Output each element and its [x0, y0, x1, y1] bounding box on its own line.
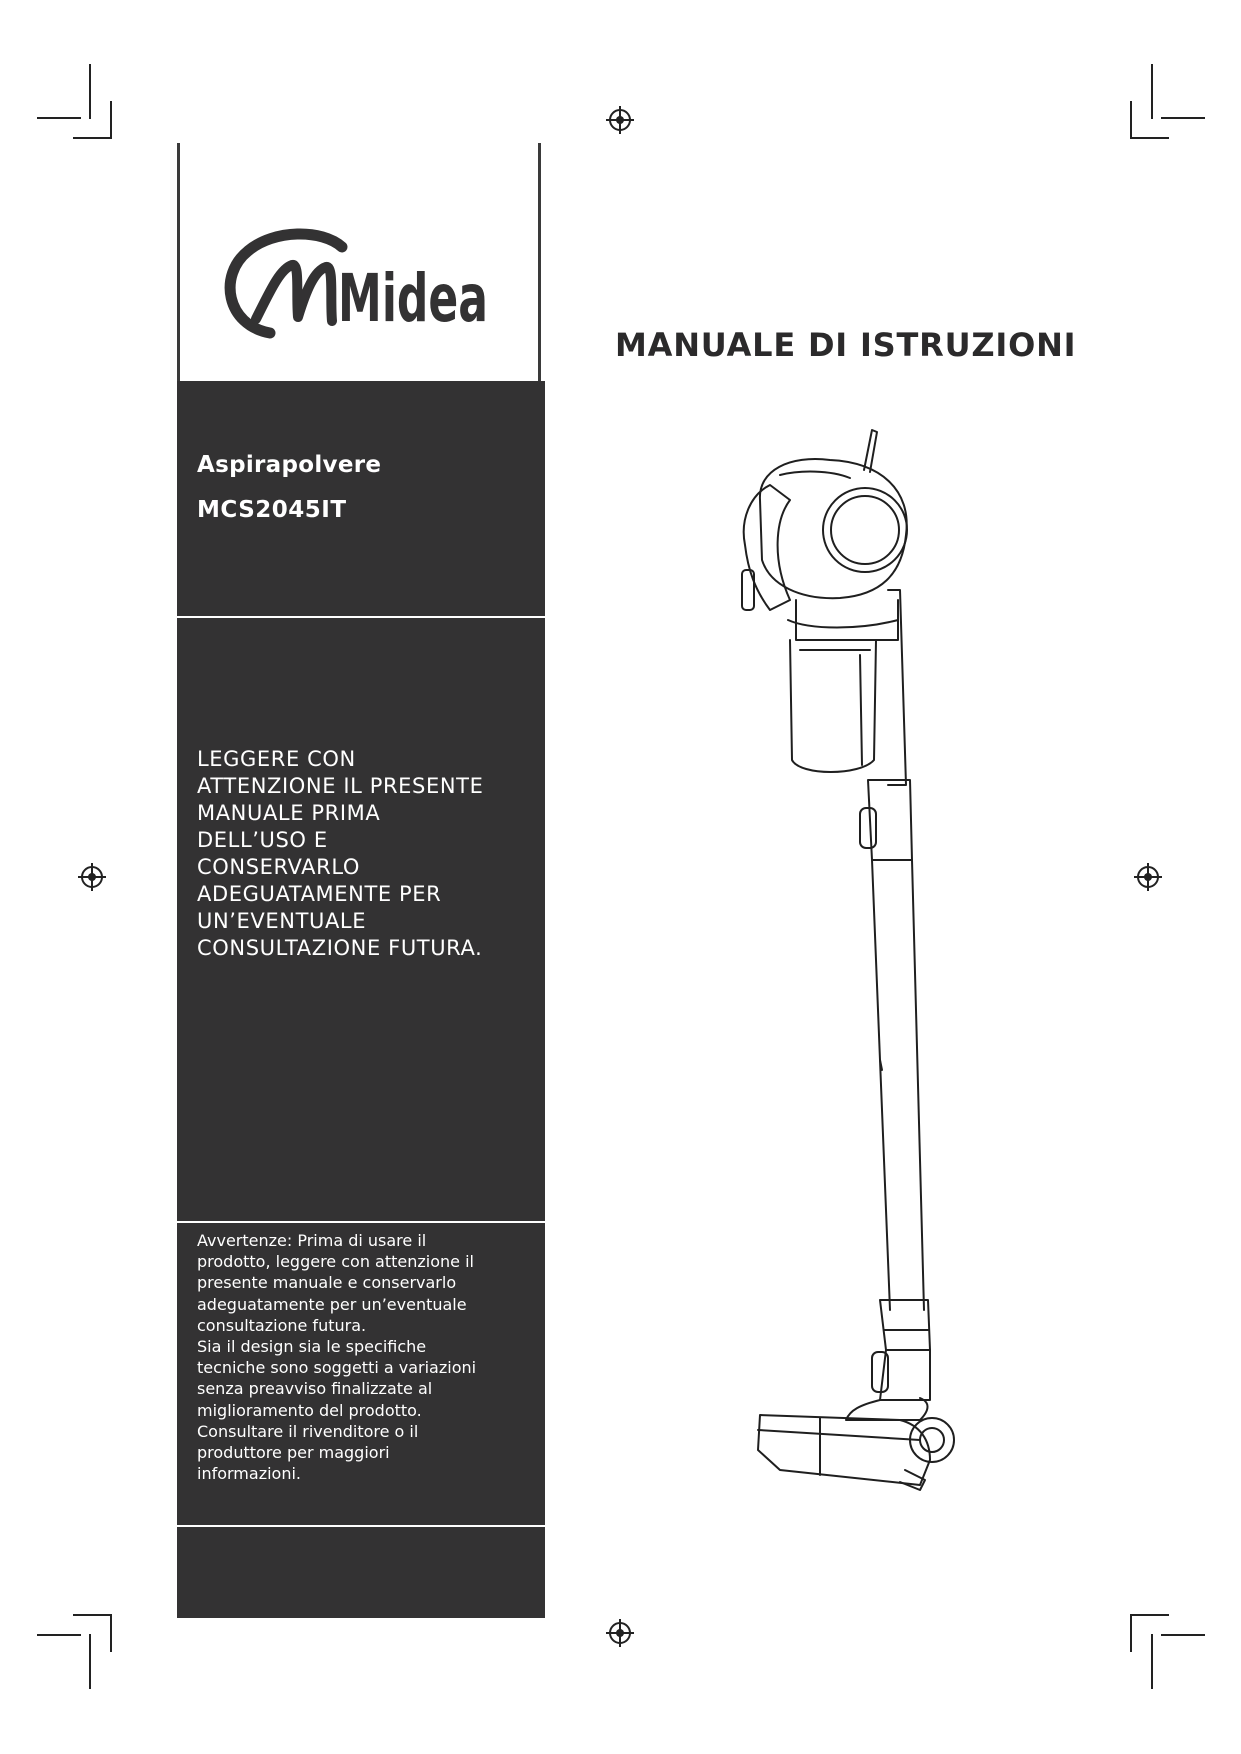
read-notice: LEGGERE CON ATTENZIONE IL PRESENTE MANUALE PRIMA DELL’USO E CONSERVARLO ADEGUATAMENTE PER UN’EVENTUALE CONSULTAZIONE FUTURA. [197, 747, 484, 960]
registration-mark-icon [604, 104, 636, 136]
product-model: MCS2045IT [197, 497, 347, 523]
registration-mark-icon [1132, 861, 1164, 893]
warning-text: Avvertenze: Prima di usare il prodotto, leggere con attenzione il presente manuale e conservarlo adeguatamente per un’eventuale consultazione futura. Sia il design sia le specifiche tecniche sono soggetti a variazioni senza preavviso finalizzate al miglioramento del prodotto. Consultare il rivenditore o il produttore per maggiori informazioni. [197, 1231, 477, 1484]
page-title: MANUALE DI ISTRUZIONI [615, 326, 1077, 364]
product-name: Aspirapolvere [197, 452, 382, 478]
registration-mark-icon [76, 861, 108, 893]
midea-logo [218, 221, 508, 351]
vacuum-illustration [735, 425, 965, 1515]
logo-wordmark: Midea [338, 260, 488, 337]
logo-panel [177, 143, 541, 381]
footer-panel [177, 1527, 545, 1618]
registration-mark-icon [604, 1617, 636, 1649]
